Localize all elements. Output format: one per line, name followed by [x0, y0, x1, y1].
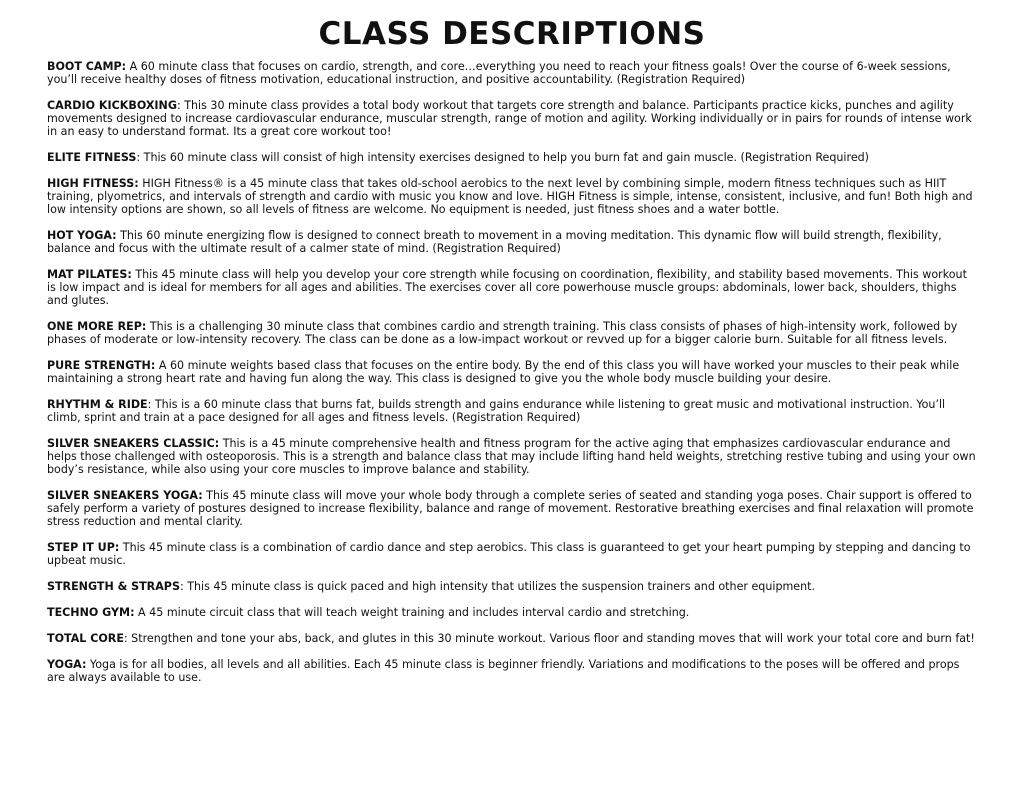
class-description: This 45 minute class will move your whole body through a complete series of seated and standing yoga poses. Chair support is offered to safely perform a variety of postures designed to increase flexibility, balance and range of movement. Restorative breathing exercises and final relaxation will promote stress reduction and mental clarity.: [47, 489, 974, 528]
class-entry-step-it-up: [47, 541, 979, 567]
class-name: SILVER SNEAKERS YOGA:: [47, 489, 203, 502]
class-name: ELITE FITNESS: [47, 151, 137, 164]
class-name: HOT YOGA:: [47, 229, 117, 242]
class-name: ONE MORE REP:: [47, 320, 147, 333]
class-entry-high-fitness: [47, 177, 979, 216]
class-entry-silver-sneakers-classic: [47, 437, 979, 476]
class-entry-silver-sneakers-yoga: [47, 489, 979, 528]
class-name: MAT PILATES:: [47, 268, 132, 281]
class-description: Yoga is for all bodies, all levels and all abilities. Each 45 minute class is beginner friendly. Variations and modifications to the poses will be offered and props are always available to use.: [47, 658, 960, 684]
class-entry-hot-yoga: [47, 229, 979, 255]
class-description: This is a challenging 30 minute class that combines cardio and strength training. This class consists of phases of high-intensity work, followed by phases of moderate or low-intensity recovery. The class can be done as a low-impact workout or revved up for a bigger calorie burn. Suitable for all fitness levels.: [47, 320, 958, 346]
class-description: : Strengthen and tone your abs, back, and glutes in this 30 minute workout. Various floor and standing moves that will work your total core and burn fat!: [123, 632, 975, 645]
class-entry-pure-strength: [47, 359, 979, 385]
class-entry-mat-pilates: [47, 268, 979, 307]
class-description: : This is a 60 minute class that burns fat, builds strength and gains endurance while listening to great music and motivational instruction. You’ll climb, sprint and train at a pace designed for all ages and fitness levels. (Registration Required): [47, 398, 946, 424]
class-description: : This 60 minute class will consist of high intensity exercises designed to help you burn fat and gain muscle. (Registration Required): [136, 151, 870, 164]
class-entry-yoga: [47, 658, 979, 684]
class-description: This 45 minute class will help you develop your core strength while focusing on coordination, flexibility, and stability based movements. This workout is low impact and is ideal for members for all ages and abilities. The exercises cover all core powerhouse muscle groups: abdominals, lower back, shoulders, thighs and glutes.: [47, 268, 967, 307]
class-entry-total-core: [47, 632, 979, 645]
class-description: A 60 minute weights based class that focuses on the entire body. By the end of this class you will have worked your muscles to their peak while maintaining a strong heart rate and having fun along the way. This class is designed to give you the whole body muscle building your desire.: [47, 359, 960, 385]
class-name: HIGH FITNESS:: [47, 177, 139, 190]
class-entry-elite-fitness: [47, 151, 979, 164]
class-name: TECHNO GYM:: [47, 606, 135, 619]
class-name: YOGA:: [47, 658, 87, 671]
class-description: This is a 45 minute comprehensive health and fitness program for the active aging that emphasizes cardiovascular endurance and helps those challenged with osteoporosis. This is a strength and balance class that may include lifting hand held weights, stretching restive tubing and using your own body’s resistance, while also using your core muscles to improve balance and stability.: [47, 437, 976, 476]
class-description: This 60 minute energizing flow is designed to connect breath to movement in a moving meditation. This dynamic flow will build strength, flexibility, balance and focus with the ultimate result of a calmer state of mind. (Registration Required): [47, 229, 942, 255]
class-name: CARDIO KICKBOXING: [47, 99, 177, 112]
class-name: SILVER SNEAKERS CLASSIC:: [47, 437, 220, 450]
class-entry-boot-camp: [47, 60, 979, 86]
class-description: A 45 minute circuit class that will teach weight training and includes interval cardio and stretching.: [134, 606, 690, 619]
class-description: HIGH Fitness® is a 45 minute class that takes old-school aerobics to the next level by combining simple, modern fitness techniques such as HIIT training, plyometrics, and intervals of strength and cardio with music you know and love. HIGH Fitness is simple, intense, consistent, inclusive, and fun! Both high and low intensity options are shown, so all levels of fitness are welcome. No equipment is needed, just fitness shoes and a water bottle.: [47, 177, 973, 216]
class-description: : This 30 minute class provides a total body workout that targets core strength and balance. Participants practice kicks, punches and agility movements designed to increase cardiovascular endurance, muscular strength, range of motion and agility. Working individually or in pairs for rounds of intense work in an easy to understand format. Its a great core workout too!: [47, 99, 972, 138]
class-name: STRENGTH & STRAPS: [47, 580, 180, 593]
class-entry-rhythm-and-ride: [47, 398, 979, 424]
class-entry-cardio-kickboxing: [47, 99, 979, 138]
class-description: This 45 minute class is a combination of cardio dance and step aerobics. This class is guaranteed to get your heart pumping by stepping and dancing to upbeat music.: [47, 541, 971, 567]
class-name: STEP IT UP:: [47, 541, 120, 554]
class-list: [47, 60, 979, 697]
class-name: RHYTHM & RIDE: [47, 398, 148, 411]
page-title: CLASS DESCRIPTIONS: [318, 16, 706, 52]
class-entry-techno-gym: [47, 606, 979, 619]
class-entry-strength-and-straps: [47, 580, 979, 593]
class-entry-one-more-rep: [47, 320, 979, 346]
class-name: TOTAL CORE: [47, 632, 124, 645]
class-description: A 60 minute class that focuses on cardio, strength, and core…everything you need to reach your fitness goals! Over the course of 6-week sessions, you’ll receive healthy doses of fitness motivation, educational instruction, and positive accountability. (Registration Required): [47, 60, 951, 86]
class-name: BOOT CAMP:: [47, 60, 127, 73]
class-name: PURE STRENGTH:: [47, 359, 156, 372]
class-description: : This 45 minute class is quick paced and high intensity that utilizes the suspension trainers and other equipment.: [179, 580, 816, 593]
